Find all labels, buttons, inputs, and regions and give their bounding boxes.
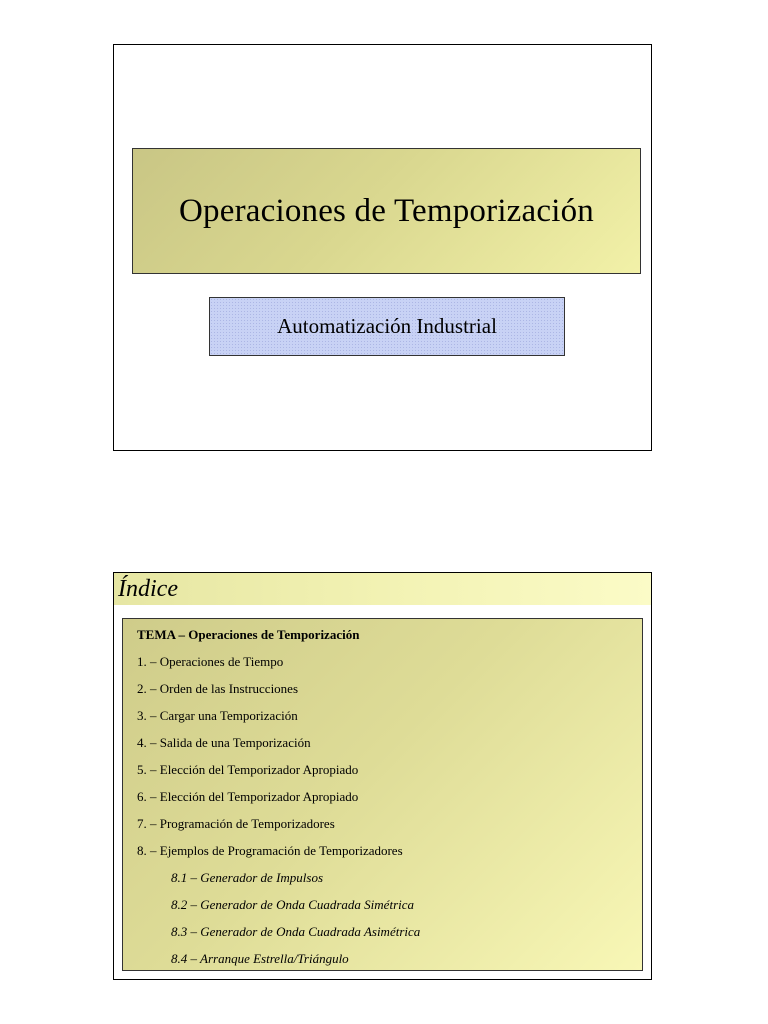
index-list [137, 625, 642, 976]
index-content-box [122, 618, 643, 971]
index-item: 8. – Ejemplos de Programación de Temporizadores [137, 843, 403, 858]
index-heading: TEMA – Operaciones de Temporización [137, 627, 360, 642]
index-subitem: 8.2 – Generador de Onda Cuadrada Simétrica [171, 897, 415, 912]
index-item: 1. – Operaciones de Tiempo [137, 654, 284, 669]
index-item: 2. – Orden de las Instrucciones [137, 681, 299, 696]
index-item: 4. – Salida de una Temporización [137, 735, 311, 750]
index-subitem: 8.4 – Arranque Estrella/Triángulo [171, 951, 349, 966]
index-item: 5. – Elección del Temporizador Apropiado [137, 762, 359, 777]
title-slide [113, 44, 652, 451]
subtitle-box [209, 297, 565, 356]
index-item: 6. – Elección del Temporizador Apropiado [137, 789, 359, 804]
slide-subtitle: Automatización Industrial [277, 314, 497, 338]
index-header [114, 573, 651, 605]
index-title: Índice [118, 576, 178, 602]
slide-title: Operaciones de Temporización [178, 192, 594, 229]
index-subitem: 8.3 – Generador de Onda Cuadrada Asimétrica [171, 924, 421, 939]
index-item: 7. – Programación de Temporizadores [137, 816, 335, 831]
index-subitem: 8.1 – Generador de Impulsos [171, 870, 324, 885]
index-slide [113, 572, 652, 980]
title-box [132, 148, 641, 274]
index-item: 3. – Cargar una Temporización [137, 708, 298, 723]
